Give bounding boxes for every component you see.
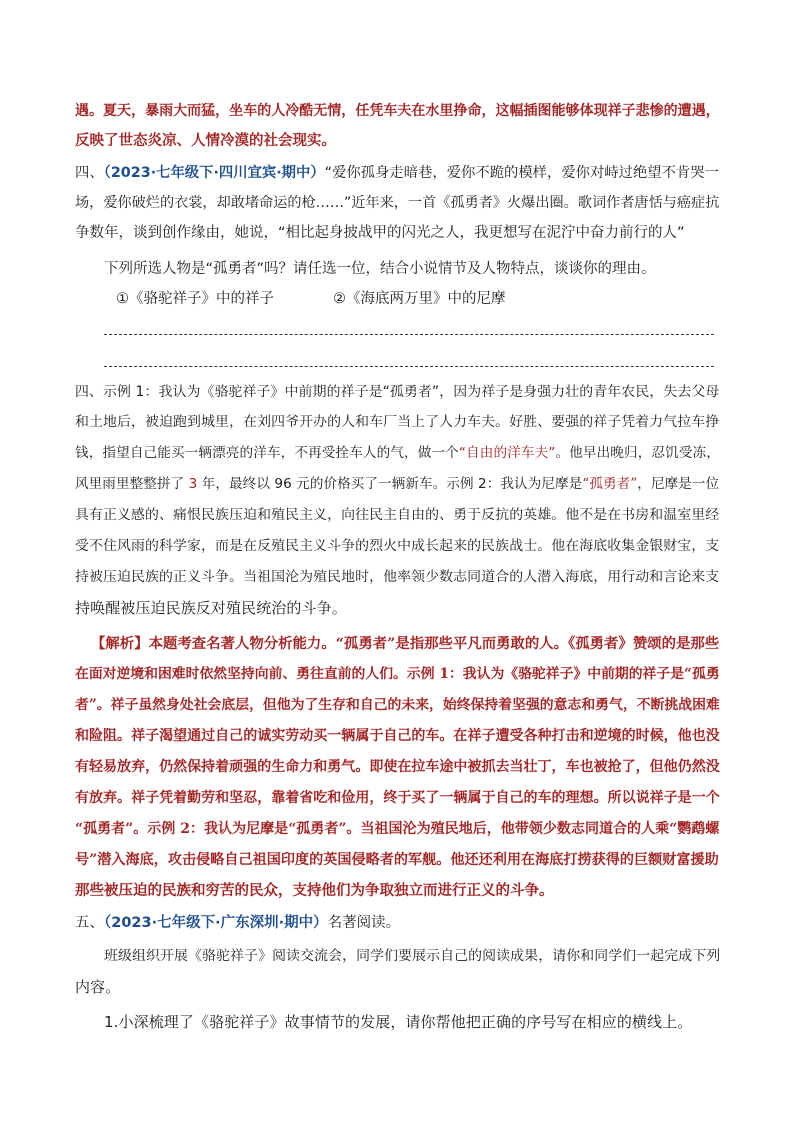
question-5-source: （2023·七年级下·广东深圳·期中）: [104, 915, 328, 931]
analysis-line-2: 在面对逆境和困难时依然坚持向前、勇往直前的人们。示例 1：我认为《骆驼祥子》中前期的祥子是“孤勇: [75, 666, 720, 682]
question-5-subquestion-1: 1.小深梳理了《骆驼祥子》故事情节的发展，请你帮他把正确的序号写在相应的横线上。: [104, 1013, 693, 1031]
question-5-paragraph-line-1: 班级组织开展《骆驼祥子》阅读交流会，同学们要展示自己的阅读成果，请你和同学们一起完成下列: [104, 948, 720, 964]
answer-line-1: 四、示例 1：我认为《骆驼祥子》中前期的祥子是“孤勇者”，因为祥子是身强力壮的青年农民，失去父母: [75, 384, 720, 400]
analysis-line-3: 者”。祥子虽然身处社会底层，但他为了生存和自己的未来，始终保持着坚强的意志和勇气，不断挑战困难: [75, 697, 720, 713]
prev-analysis-line-1: 遇。夏天，暴雨大而猛，坐车的人冷酷无情，任凭车夫在水里挣命，这幅插图能够体现祥子悲惨的遭遇，: [75, 103, 720, 119]
answer-line-7: 持被压迫民族的正义斗争。当祖国沦为殖民地时，他率领少数志同道合的人潜入海底，用行动和言论来支: [75, 569, 720, 585]
prev-analysis-line-2: 反映了世态炎凉、人情冷漠的社会现实。: [75, 132, 336, 149]
answer-line-3-part-a: 钱，指望自己能买一辆漂亮的洋车，不再受拴车人的气，做一个: [75, 445, 459, 461]
answer-line-5: 具有正义感的、痛恨民族压迫和殖民主义，向往民主自由的、勇于反抗的英雄。他不是在书房和温室里经: [75, 507, 720, 523]
answer-line-4-part-c: 年，最终以 96 元的价格买了一辆新车。示例 2：我认为尼摩是: [197, 476, 583, 492]
question-4-source: （2023·七年级下·四川宜宾·期中）: [103, 165, 325, 181]
analysis-line-1: [91, 634, 720, 654]
analysis-line-8: 号”潜入海底，攻击侵略自己祖国印度的英国侵略者的军舰。他还还利用在海底打捞获得的巨额财富援助: [75, 852, 719, 868]
question-4-line-3: 争数年，谈到创作缘由，她说，“相比起身披战甲的闪光之人，我更想写在泥泞中奋力前行的人”: [75, 225, 685, 241]
question-4-number: 四、: [75, 165, 104, 181]
analysis-line-1-text: 本题考查名著人物分析能力。“孤勇者”是指那些平凡而勇敢的人。《孤勇者》赞颂的是那些: [148, 635, 720, 652]
answer-blank-line-1: [104, 334, 714, 335]
analysis-line-6: 有放弃。祥子凭着勤劳和坚忍，靠着省吃和俭用，终于买了一辆属于自己的车的理想。所以说祥子是一个: [75, 790, 720, 806]
answer-line-3: [75, 443, 720, 463]
answer-line-4-part-a: 风里雨里整整拼了: [75, 476, 189, 492]
question-5-number: 五、: [75, 915, 104, 931]
question-5-paragraph-line-2: 内容。: [75, 978, 121, 996]
question-4-option-2: ②《海底两万里》中的尼摩: [333, 291, 506, 307]
question-4-line-2: 场，爱你破烂的衣裳，却敢堵命运的枪……”近年来，一首《孤勇者》火爆出圈。歌词作者唐恬与癌症抗: [75, 195, 720, 211]
answer-line-4: [75, 474, 720, 494]
analysis-line-7: “孤勇者”。示例 2：我认为尼摩是“孤勇者”。当祖国沦为殖民地后，他带领少数志同道合的人乘“鹦鹉螺: [75, 821, 720, 837]
answer-highlight-free-driver: “自由的洋车夫”: [458, 445, 556, 461]
answer-highlight-years: 3: [188, 476, 198, 492]
question-4-lyrics: “爱你孤身走暗巷，爱你不跪的模样，爱你对峙过绝望不肯哭一: [324, 165, 719, 181]
analysis-tag: 【解析】: [91, 635, 149, 652]
answer-blank-line-2: [104, 366, 714, 367]
analysis-line-9: 那些被压迫的民族和穷苦的民众，支持他们为争取独立而进行正义的斗争。: [75, 882, 554, 899]
answer-line-2: 和土地后，被迫跑到城里，在刘四爷开办的人和车厂当上了人力车夫。好胜、要强的祥子凭着力气拉车挣: [75, 414, 720, 430]
question-4-prompt: 下列所选人物是“孤勇者”吗？请任选一位，结合小说情节及人物特点，谈谈你的理由。: [104, 261, 656, 277]
question-4-option-1: ①《骆驼祥子》中的祥子: [116, 291, 274, 307]
question-5-title-text: 名著阅读。: [327, 915, 401, 931]
answer-line-4-part-e: ，尼摩是一位: [637, 476, 720, 492]
analysis-line-4: 和险阻。祥子渴望通过自己的诚实劳动买一辆属于自己的车。在祥子遭受各种打击和逆境的时候，他也没: [75, 728, 720, 744]
question-5-title: [75, 913, 720, 933]
answer-line-3-part-c: 。他早出晚归，忍饥受冻，: [555, 445, 720, 461]
answer-line-8: 持唤醒被压迫民族反对殖民统治的斗争。: [75, 599, 347, 617]
answer-line-6: 受不住风雨的科学家，而是在反殖民主义斗争的烈火中成长起来的民族战士。他在海底收集金银财宝，支: [75, 538, 720, 554]
question-4-line-1: [75, 163, 720, 183]
answer-highlight-lone-hero: “孤勇者”: [582, 476, 638, 492]
analysis-line-5: 有轻易放弃，仍然保持着顽强的生命力和勇气。即使在拉车途中被抓去当壮丁，车也被抢了，但他仍然没: [75, 759, 720, 775]
